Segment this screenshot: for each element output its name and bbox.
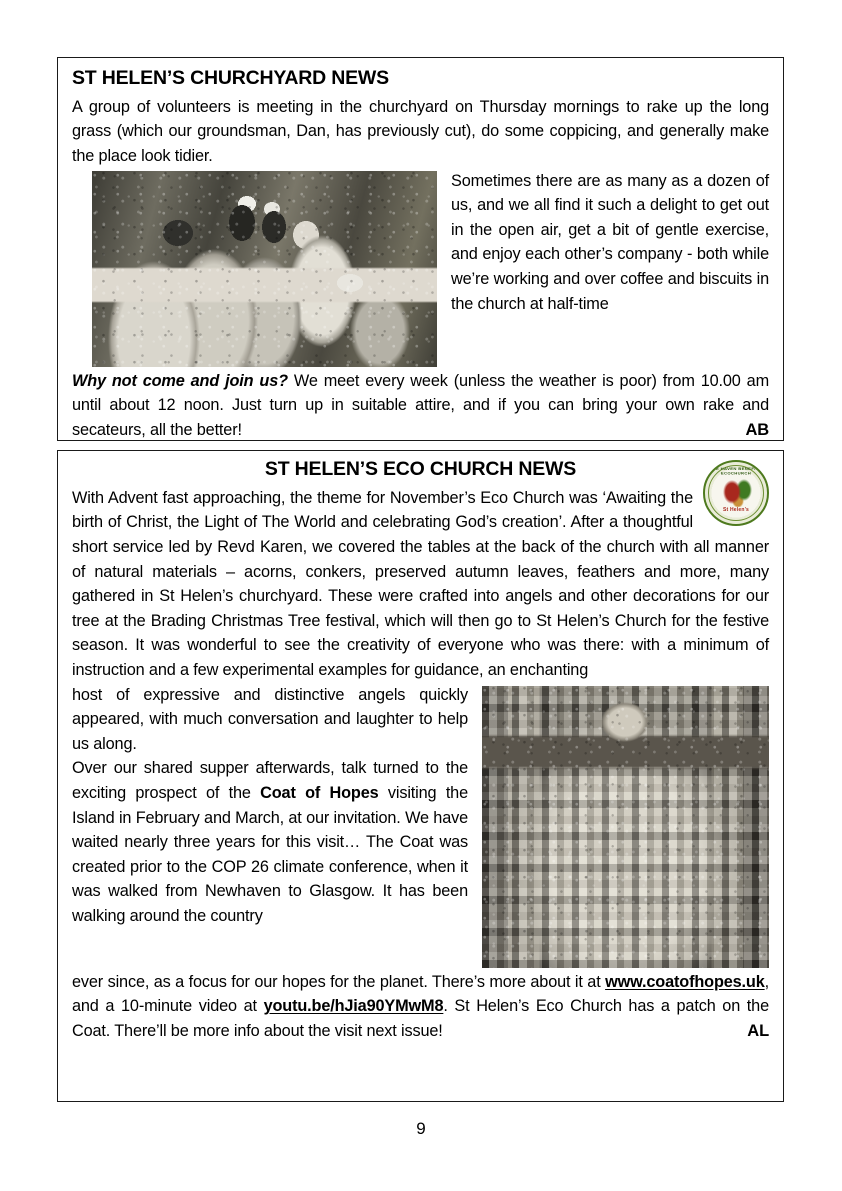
- churchyard-closing-text: We meet every week (unless the weather is poor) from 10.00 am until about 12 noon. Just turn up in suitable attire, and if you can bring your own rake and secateurs, all the better!: [72, 371, 769, 439]
- logo-arc-text: THE HAVEN BENEFICE ECOCHURCH: [709, 466, 763, 476]
- eco-heading: ST HELEN’S ECO CHURCH NEWS: [264, 458, 577, 480]
- churchyard-wrapped-paragraph: Sometimes there are as many as a dozen of us, and we all find it such a delight to get out in the open air, get a bit of gentle exercise, and enjoy each other’s company - both while we’re working and over coffee and biscuits in the church at half-time: [451, 171, 769, 313]
- coat-of-hopes-photo: [482, 686, 769, 968]
- article-churchyard-news: [57, 57, 784, 441]
- youtube-video-link[interactable]: youtu.be/hJia90YMwM8: [263, 997, 444, 1016]
- eco-main-paragraph: With Advent fast approaching, the theme for November’s Eco Church was ‘Awaiting the birth of Christ, the Light of The World and celebrating God’s creation’. After a thoughtful short service led by Revd Karen, we covered the tables at the back of the church with all manner of natural materials – acorns, conkers, preserved autumn leaves, feathers and more, many gathered in St Helen’s churchyard. These were crafted into angels and other decorations for our tree at the Brading Christmas Tree festival, which will then go to St Helen’s Church for the festive season. It was wonderful to see the creativity of everyone who was there: with a minimum of instruction and a few experimental examples for guidance, an enchanting: [72, 488, 769, 679]
- eco-closing-pre: ever since, as a focus for our hopes for the planet. There’s more about it at: [72, 972, 606, 991]
- churchyard-heading: ST HELEN’S CHURCHYARD NEWS: [72, 67, 389, 89]
- eco-column-text-post: visiting the Island in February and March, at our invitation. We have waited nearly three years for this visit… The Coat was created prior to the COP 26 climate conference, when it was walked from Newhaven to Glasgow. It has been walking around the country: [72, 783, 468, 925]
- article-eco-church-news: [57, 450, 784, 1102]
- churchyard-photo: [92, 171, 437, 367]
- eco-church-logo-icon: [703, 460, 769, 526]
- page-number: 9: [416, 1119, 426, 1138]
- churchyard-intro-paragraph: A group of volunteers is meeting in the churchyard on Thursday mornings to rake up the long grass (which our groundsman, Dan, has previously cut), do some coppicing, and generally make the place look tidier.: [72, 97, 769, 166]
- logo-label: St Helen’s: [723, 506, 749, 513]
- logo-emblem: [722, 477, 754, 507]
- eco-column-paragraph-1: host of expressive and distinctive angels quickly appeared, with much conversation and laughter to help us along.: [72, 685, 468, 753]
- churchyard-call-to-action: Why not come and join us?: [72, 371, 288, 390]
- churchyard-signature: AB: [745, 420, 769, 439]
- coat-of-hopes-emphasis: Coat of Hopes: [260, 783, 379, 802]
- churchyard-closing-paragraph: [72, 369, 769, 443]
- eco-closing-mid: , and a 10-minute video at: [72, 972, 769, 1016]
- coatofhopes-website-link[interactable]: www.coatofhopes.uk: [605, 972, 765, 991]
- eco-closing-paragraph: [72, 970, 769, 1044]
- eco-signature: AL: [747, 1021, 769, 1040]
- eco-closing-post: . St Helen’s Eco Church has a patch on the Coat. There’ll be more info about the visit next issue!: [72, 997, 769, 1040]
- eco-column-text-pre: Over our shared supper afterwards, talk turned to the exciting prospect of the: [72, 759, 468, 802]
